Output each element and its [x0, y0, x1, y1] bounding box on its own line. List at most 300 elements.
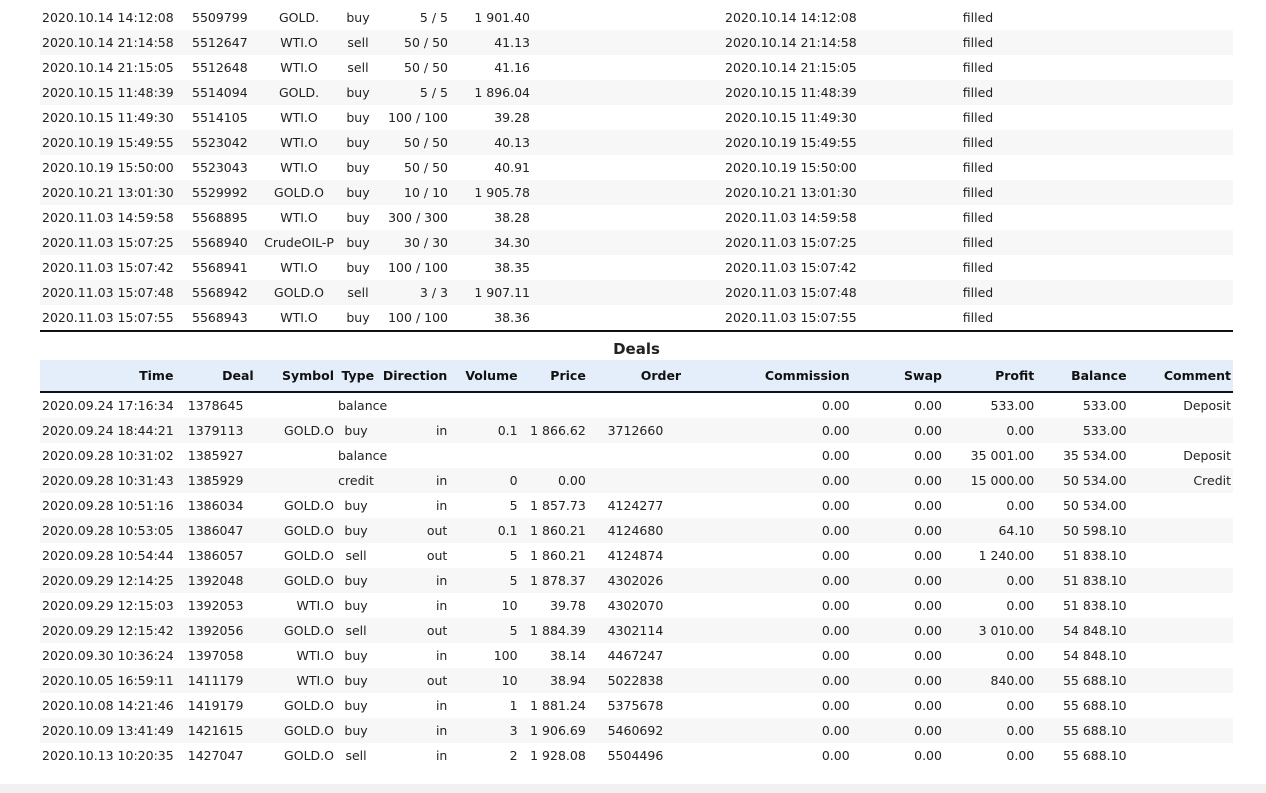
order-cell: filled [962, 110, 994, 125]
deal-cell: 1411179 [175, 668, 255, 693]
deal-cell: Deposit [1183, 448, 1231, 463]
deal-cell: 1385929 [175, 468, 255, 493]
deals-table-body [40, 392, 1233, 768]
deal-cell: 5 [449, 618, 519, 643]
deal-cell: 64.10 [944, 518, 1036, 543]
order-cell: 2020.10.14 21:14:58 [723, 30, 903, 55]
deal-cell: 0.1 [449, 418, 519, 443]
order-cell: filled [962, 310, 994, 325]
order-cell: filled [962, 160, 994, 175]
order-cell: filled [903, 30, 1053, 55]
order-cell: 5568895 [192, 210, 248, 225]
order-cell [1053, 205, 1233, 230]
deal-cell: 1 [509, 698, 518, 713]
deal-cell: 5022838 [588, 668, 683, 693]
order-cell: 2020.11.03 15:07:55 [725, 310, 857, 325]
deal-cell: 0.00 [821, 398, 850, 413]
deal-cell: 55 688.10 [1062, 698, 1127, 713]
deal-cell [256, 443, 336, 468]
order-cell: filled [903, 280, 1053, 305]
order-cell [532, 5, 723, 30]
deal-row [40, 392, 1233, 418]
order-cell: 10 / 10 [378, 180, 450, 205]
deal-cell: 39.78 [550, 598, 586, 613]
order-cell [1053, 30, 1233, 55]
deal-cell: out [376, 518, 449, 543]
order-cell: filled [962, 210, 994, 225]
deal-cell: 50 598.10 [1036, 518, 1128, 543]
deal-cell: 0.1 [449, 518, 519, 543]
deal-cell: 3 010.00 [944, 618, 1036, 643]
order-cell [532, 305, 723, 331]
order-cell [1053, 130, 1233, 155]
deal-cell: 0.00 [914, 648, 942, 663]
deal-cell: 2020.10.09 13:41:49 [40, 718, 175, 743]
deal-cell: GOLD.O [284, 748, 334, 763]
order-cell [532, 255, 723, 280]
order-cell [1053, 80, 1233, 105]
deal-cell: 0.00 [683, 468, 852, 493]
order-cell: 5568943 [192, 310, 248, 325]
deal-cell: 2020.09.28 10:31:43 [40, 468, 175, 493]
deal-cell: 1 906.69 [520, 718, 588, 743]
deal-cell [1129, 718, 1233, 743]
deal-cell: buy [344, 698, 368, 713]
deal-cell [376, 443, 449, 468]
order-cell [532, 30, 723, 55]
deal-cell: in [376, 468, 449, 493]
order-cell: 1 901.40 [474, 10, 530, 25]
deal-cell [1129, 493, 1233, 518]
deal-cell: 0.00 [821, 498, 850, 513]
deal-cell: in [435, 598, 448, 613]
deal-cell: 4124680 [588, 518, 683, 543]
deal-cell: balance [337, 398, 388, 413]
deal-cell: 51 838.10 [1036, 568, 1128, 593]
order-cell [532, 155, 723, 180]
order-cell [1053, 305, 1233, 331]
deal-cell: 1427047 [187, 748, 244, 763]
order-cell: 2020.10.14 14:12:08 [42, 10, 174, 25]
deals-column-header: Type [336, 360, 376, 392]
deals-table [40, 360, 1233, 768]
order-cell: 2020.10.21 13:01:30 [40, 180, 190, 205]
order-cell: 5514105 [192, 110, 248, 125]
order-cell [1053, 155, 1233, 180]
deal-cell: 0.00 [1006, 698, 1035, 713]
deal-cell: 2020.09.28 10:31:02 [42, 448, 174, 463]
deals-column-header: Volume [449, 360, 519, 392]
deal-cell [588, 392, 683, 418]
deal-cell: 0 [449, 468, 519, 493]
order-cell: GOLD. [260, 80, 338, 105]
order-cell: GOLD.O [260, 180, 338, 205]
deal-cell: 54 848.10 [1036, 618, 1128, 643]
deal-cell: GOLD.O [256, 518, 336, 543]
deal-row [40, 593, 1233, 618]
order-cell: filled [903, 130, 1053, 155]
order-cell [532, 105, 723, 130]
order-cell: 1 896.04 [450, 80, 532, 105]
deal-row [40, 618, 1233, 643]
order-cell: 5529992 [190, 180, 260, 205]
deal-cell: in [435, 498, 448, 513]
deal-cell: 0.00 [852, 468, 944, 493]
deal-cell: 1 860.21 [530, 548, 586, 563]
deal-cell: in [376, 718, 449, 743]
deal-cell: 1392053 [187, 598, 244, 613]
deal-cell [1129, 518, 1233, 543]
order-cell: 5512647 [190, 30, 260, 55]
order-cell: 2020.10.14 21:15:05 [725, 60, 857, 75]
deal-cell: buy [344, 598, 368, 613]
deal-cell: 54 848.10 [1062, 648, 1127, 663]
order-cell: 100 / 100 [388, 110, 448, 125]
deal-cell: 0.00 [683, 618, 852, 643]
deal-cell: 533.00 [1082, 398, 1127, 413]
deal-cell: Deposit [1183, 398, 1231, 413]
order-cell: 2020.11.03 14:59:58 [725, 210, 857, 225]
deal-cell: 1378645 [187, 398, 244, 413]
deal-cell [1129, 593, 1233, 618]
deal-cell: 1 928.08 [530, 748, 586, 763]
order-cell: 5568941 [192, 260, 248, 275]
order-cell: 38.35 [494, 260, 530, 275]
order-cell: GOLD.O [260, 280, 338, 305]
deal-cell: 55 688.10 [1036, 718, 1128, 743]
deal-cell: 2020.09.30 10:36:24 [42, 648, 174, 663]
deal-cell: 1386047 [175, 518, 255, 543]
order-cell: buy [346, 10, 370, 25]
order-cell: 5 / 5 [419, 10, 448, 25]
order-cell: buy [338, 130, 378, 155]
order-cell: filled [903, 230, 1053, 255]
deal-cell: 4302114 [588, 618, 683, 643]
deal-cell [588, 443, 683, 468]
deal-cell: 0.00 [821, 548, 850, 563]
order-cell [1053, 280, 1233, 305]
deal-cell: 5 [449, 568, 519, 593]
deal-cell: 1 881.24 [530, 698, 586, 713]
deal-cell: 51 838.10 [1062, 548, 1127, 563]
order-cell: buy [346, 110, 370, 125]
deal-cell: 0.00 [683, 568, 852, 593]
deal-cell: 0.00 [683, 418, 852, 443]
deal-row [40, 468, 1233, 493]
order-cell [532, 205, 723, 230]
deal-cell: 0.00 [852, 668, 944, 693]
deal-cell [1129, 643, 1233, 668]
deal-cell: 5460692 [588, 718, 683, 743]
order-row [40, 130, 1233, 155]
order-cell: 2020.10.19 15:49:55 [40, 130, 190, 155]
order-cell: 5514094 [190, 80, 260, 105]
order-cell: 38.36 [494, 310, 530, 325]
deal-cell: 840.00 [944, 668, 1036, 693]
order-cell [1053, 255, 1233, 280]
deal-cell: 0.00 [683, 518, 852, 543]
order-cell: 2020.10.15 11:49:30 [42, 110, 174, 125]
deal-cell: 0.00 [852, 518, 944, 543]
deal-cell: 4124874 [607, 548, 664, 563]
order-cell: 50 / 50 [378, 30, 450, 55]
order-cell: sell [347, 60, 369, 75]
deal-cell: 50 534.00 [1062, 498, 1127, 513]
deal-cell [1129, 743, 1233, 768]
order-cell [1053, 55, 1233, 80]
deals-header-row [40, 360, 1233, 392]
deal-cell: 0.00 [821, 598, 850, 613]
order-cell [532, 130, 723, 155]
order-cell: 2020.10.19 15:49:55 [723, 130, 903, 155]
deals-column-header: Swap [852, 360, 944, 392]
deal-cell: buy [336, 668, 376, 693]
deal-cell [588, 468, 683, 493]
deal-cell: 0.00 [852, 618, 944, 643]
order-cell: 3 / 3 [378, 280, 450, 305]
deal-cell: 38.14 [550, 648, 586, 663]
deal-cell: in [435, 748, 448, 763]
deal-cell: in [435, 698, 448, 713]
order-cell: WTI.O [280, 160, 318, 175]
order-cell [532, 280, 723, 305]
deal-cell: 0.00 [944, 718, 1036, 743]
deal-cell: 5 [509, 548, 518, 563]
deal-cell [1129, 618, 1233, 643]
order-cell: 2020.10.15 11:49:30 [725, 110, 857, 125]
deal-cell: 0.00 [914, 548, 942, 563]
order-cell: WTI.O [260, 130, 338, 155]
order-cell: WTI.O [280, 210, 318, 225]
deal-cell [449, 392, 519, 418]
order-row [40, 180, 1233, 205]
deal-cell: 0.00 [852, 568, 944, 593]
deal-cell: 10 [449, 668, 519, 693]
order-cell: 2020.10.21 13:01:30 [723, 180, 903, 205]
deal-row [40, 693, 1233, 718]
deal-cell: 0.00 [1006, 598, 1035, 613]
order-cell: 5523043 [192, 160, 248, 175]
deals-column-header: Order [588, 360, 683, 392]
order-cell: 2020.10.15 11:48:39 [723, 80, 903, 105]
order-cell: buy [338, 230, 378, 255]
order-cell: buy [338, 180, 378, 205]
order-row [40, 305, 1233, 331]
order-cell: 41.13 [450, 30, 532, 55]
order-cell: filled [903, 80, 1053, 105]
deal-cell: sell [345, 748, 367, 763]
deal-cell [256, 468, 336, 493]
deal-cell: in [376, 568, 449, 593]
order-row [40, 30, 1233, 55]
deal-cell [449, 443, 519, 468]
order-row [40, 280, 1233, 305]
orders-table-body [40, 5, 1233, 331]
deal-cell: 2020.09.29 12:14:25 [40, 568, 175, 593]
deal-cell: 4467247 [607, 648, 664, 663]
deal-cell: 55 688.10 [1036, 668, 1128, 693]
deals-column-header: Comment [1129, 360, 1233, 392]
deal-row [40, 568, 1233, 593]
deal-cell: 15 000.00 [944, 468, 1036, 493]
deal-cell: 533.00 [990, 398, 1035, 413]
order-cell: filled [962, 10, 994, 25]
deal-cell: GOLD.O [284, 498, 334, 513]
order-cell: 39.28 [494, 110, 530, 125]
deal-cell: 0.00 [821, 448, 850, 463]
order-cell [1053, 5, 1233, 30]
order-cell: 2020.11.03 15:07:55 [42, 310, 174, 325]
deal-cell: 0.00 [520, 468, 588, 493]
deal-row [40, 668, 1233, 693]
deal-cell: 2020.09.28 10:51:16 [42, 498, 174, 513]
deal-cell: 0.00 [852, 718, 944, 743]
deal-cell: 1392056 [175, 618, 255, 643]
report-container [40, 5, 1233, 768]
deal-row [40, 543, 1233, 568]
deal-row [40, 643, 1233, 668]
deal-cell: 3 [449, 718, 519, 743]
deal-cell: 10 [501, 598, 518, 613]
order-cell: 5509799 [192, 10, 248, 25]
deal-cell [520, 392, 588, 418]
deals-column-header: Direction [376, 360, 449, 392]
deal-cell: WTI.O [296, 648, 334, 663]
deal-cell: 0.00 [1006, 498, 1035, 513]
deals-column-header: Deal [175, 360, 255, 392]
order-cell [1053, 105, 1233, 130]
deal-cell: 1 857.73 [530, 498, 586, 513]
deal-cell [376, 392, 449, 418]
deal-cell: 0.00 [914, 498, 942, 513]
deal-cell: 0.00 [944, 418, 1036, 443]
deal-cell: 2020.09.24 17:16:34 [42, 398, 174, 413]
order-cell: 100 / 100 [388, 260, 448, 275]
order-cell: 5568942 [190, 280, 260, 305]
deal-cell: 4302070 [607, 598, 664, 613]
deal-cell: out [376, 618, 449, 643]
order-row [40, 80, 1233, 105]
deal-cell: out [376, 668, 449, 693]
deal-cell: 2020.09.24 18:44:21 [40, 418, 175, 443]
order-cell: 2020.11.03 15:07:25 [40, 230, 190, 255]
order-cell: 5512648 [192, 60, 248, 75]
deal-cell: 0.00 [914, 698, 942, 713]
deals-section-title: Deals [613, 340, 660, 358]
deal-row [40, 743, 1233, 768]
deal-cell: GOLD.O [256, 568, 336, 593]
order-cell: filled [903, 180, 1053, 205]
deal-cell: 1421615 [175, 718, 255, 743]
deal-cell: buy [336, 568, 376, 593]
deals-column-header: Commission [683, 360, 852, 392]
deal-cell: 0.00 [821, 748, 850, 763]
deal-cell: buy [336, 518, 376, 543]
deal-cell: 4124277 [607, 498, 664, 513]
order-cell: 50 / 50 [404, 160, 448, 175]
order-row [40, 230, 1233, 255]
order-cell: CrudeOIL-P [260, 230, 338, 255]
order-cell: WTI.O [280, 60, 318, 75]
deals-column-header: Profit [944, 360, 1036, 392]
deal-cell [256, 392, 336, 418]
deals-column-header: Symbol [256, 360, 336, 392]
order-cell: 41.16 [494, 60, 530, 75]
order-row [40, 155, 1233, 180]
deal-cell [520, 443, 588, 468]
deal-cell: 5 [509, 498, 518, 513]
deal-cell [1129, 693, 1233, 718]
deal-cell: 1 240.00 [978, 548, 1035, 563]
deal-cell: 1386034 [187, 498, 244, 513]
bottom-scroll-area [0, 784, 1266, 793]
deal-cell: 1419179 [187, 698, 244, 713]
deal-cell: sell [336, 618, 376, 643]
order-cell: filled [962, 60, 994, 75]
deal-cell: 1 884.39 [520, 618, 588, 643]
order-cell: 1 907.11 [450, 280, 532, 305]
order-cell: 2020.11.03 15:07:48 [723, 280, 903, 305]
order-cell [532, 55, 723, 80]
deal-cell: GOLD.O [256, 718, 336, 743]
deal-cell: in [435, 648, 448, 663]
deal-cell: 1379113 [175, 418, 255, 443]
deals-column-header: Time [40, 360, 175, 392]
order-cell: WTI.O [280, 110, 318, 125]
order-cell: WTI.O [280, 310, 318, 325]
order-cell [532, 80, 723, 105]
deal-cell: 5375678 [607, 698, 664, 713]
deal-row [40, 718, 1233, 743]
deal-cell: buy [336, 718, 376, 743]
order-cell: 2020.10.14 14:12:08 [725, 10, 857, 25]
deal-cell: buy [344, 648, 368, 663]
deal-cell: 1397058 [187, 648, 244, 663]
deal-cell: 0.00 [852, 418, 944, 443]
order-cell: buy [338, 80, 378, 105]
deal-cell: 50 534.00 [1036, 468, 1128, 493]
order-cell: buy [346, 260, 370, 275]
deal-cell: 0.00 [914, 398, 942, 413]
deal-cell: 3712660 [588, 418, 683, 443]
deal-cell: GOLD.O [284, 698, 334, 713]
deal-cell: 55 688.10 [1062, 748, 1127, 763]
deal-cell: 0.00 [683, 668, 852, 693]
deal-cell: 2 [509, 748, 518, 763]
deal-cell: buy [336, 418, 376, 443]
order-cell: 300 / 300 [388, 210, 448, 225]
deal-cell: 2020.09.29 12:15:03 [42, 598, 174, 613]
deal-cell: 0.00 [914, 598, 942, 613]
deal-cell: in [376, 418, 449, 443]
order-cell: 2020.10.14 21:14:58 [40, 30, 190, 55]
deal-cell: 4302026 [588, 568, 683, 593]
deal-cell: 2020.10.05 16:59:11 [40, 668, 175, 693]
deal-cell: 0.00 [1006, 748, 1035, 763]
order-cell: 2020.11.03 15:07:48 [40, 280, 190, 305]
deal-cell: 1392048 [175, 568, 255, 593]
deal-cell: Credit [1129, 468, 1233, 493]
deal-cell: 0.00 [683, 718, 852, 743]
order-cell: 5523042 [190, 130, 260, 155]
order-row [40, 205, 1233, 230]
order-cell: sell [338, 280, 378, 305]
deal-cell: 35 534.00 [1062, 448, 1127, 463]
order-cell [1053, 230, 1233, 255]
deal-cell: sell [345, 548, 367, 563]
order-row [40, 5, 1233, 30]
order-cell: 2020.11.03 15:07:42 [725, 260, 857, 275]
